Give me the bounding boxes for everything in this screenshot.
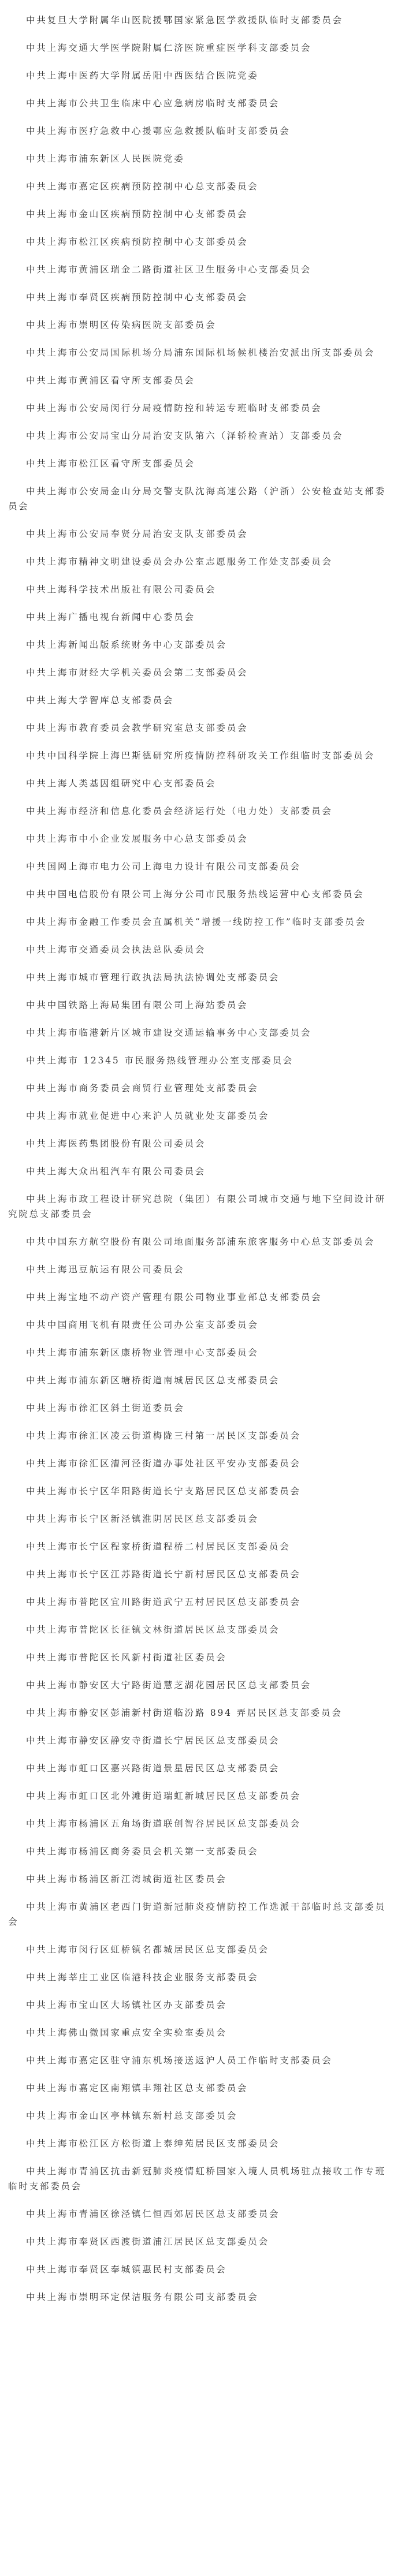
organization-entry: 中共上海佛山微国家重点安全实验室委员会 [26,2028,227,2038]
organization-entry: 中共上海市浦东新区康桥物业管理中心支部委员会 [26,1347,259,1358]
organization-entry: 中共上海市公安局闵行分局疫情防控和转运专班临时支部委员会 [26,403,322,413]
organization-entry: 中共上海市精神文明建设委员会办公室志愿服务工作处支部委员会 [26,557,333,567]
organization-entry: 中共中国商用飞机有限责任公司办公室支部委员会 [26,1320,259,1330]
organization-entry: 中共上海市 12345 市民服务热线管理办公室支部委员会 [26,1055,294,1066]
organization-entry: 中共上海市黄浦区瑞金二路街道社区卫生服务中心支部委员会 [26,264,312,275]
organization-entry: 中共上海市徐汇区凌云街道梅陇三村第一居民区支部委员会 [26,1431,301,1441]
organization-entry: 中共上海市长宁区江苏路街道长宁新村居民区总支部委员会 [26,1569,301,1580]
organization-entry: 中共上海市徐汇区斜土街道委员会 [26,1403,185,1413]
organization-entry: 中共上海市杨浦区新江湾城街道社区委员会 [26,1874,227,1884]
organization-entry: 中共上海大众出租汽车有限公司委员会 [26,1166,206,1177]
organization-entry: 中共上海市长宁区华阳路街道长宁支路居民区总支部委员会 [26,1486,301,1496]
organization-entry: 中共上海市金山区亭林镇东新村总支部委员会 [26,2111,238,2121]
organization-entry: 中共上海市崇明环定保洁服务有限公司支部委员会 [26,2292,259,2302]
organization-entry: 中共上海市金融工作委员会直属机关“增援一线防控工作”临时支部委员会 [26,917,366,927]
organization-entry: 中共上海人类基因组研究中心支部委员会 [26,778,217,789]
organization-entry: 中共上海市公共卫生临床中心应急病房临时支部委员会 [26,98,280,109]
organization-entry: 中共上海迅豆航运有限公司委员会 [26,1264,185,1275]
organization-entry: 中共上海市经济和信息化委员会经济运行处（电力处）支部委员会 [26,806,333,816]
organization-entry: 中共上海市杨浦区五角场街道联创智谷居民区总支部委员会 [26,1819,301,1829]
organization-entry: 中共上海市松江区疾病预防控制中心支部委员会 [26,237,248,247]
organization-entry: 中共上海市普陀区宜川路街道武宁五村居民区总支部委员会 [26,1597,301,1607]
organization-entry: 中共上海市奉贤区西渡街道浦江居民区总支部委员会 [26,2237,269,2247]
organization-entry: 中共上海莘庄工业区临港科技企业服务支部委员会 [26,1972,259,1983]
organization-entry: 中共上海市医疗急救中心援鄂应急救援队临时支部委员会 [26,126,291,136]
organization-entry: 中共中国科学院上海巴斯德研究所疫情防控科研攻关工作组临时支部委员会 [26,751,375,761]
organization-entry: 中共上海科学技术出版社有限公司委员会 [26,584,217,595]
organization-entry: 中共上海市城市管理行政执法局执法协调处支部委员会 [26,972,280,983]
organization-entry: 中共上海市中小企业发展服务中心总支部委员会 [26,834,248,844]
organization-entry: 中共上海市青浦区徐泾镇仁恒西郊居民区总支部委员会 [26,2209,280,2219]
organization-entry: 中共上海市临港新片区城市建设交通运输事务中心支部委员会 [26,1028,312,1038]
organization-entry: 中共中国电信股份有限公司上海分公司市民服务热线运营中心支部委员会 [26,889,365,899]
organization-entry: 中共上海市长宁区新泾镇淮阴居民区总支部委员会 [26,1514,259,1524]
organization-entry: 中共上海市徐汇区漕河泾街道办事处社区平安办支部委员会 [26,1458,301,1469]
organization-entry: 中共上海市静安区彭浦新村街道临汾路 894 弄居民区总支部委员会 [26,1708,343,1718]
organization-entry: 中共上海市公安局宝山分局治安支队第六（泽轿检查站）支部委员会 [26,431,344,441]
organization-entry: 中共上海市教育委员会教学研究室总支部委员会 [26,723,248,733]
organization-entry: 中共上海市商务委员会商贸行业管理处支部委员会 [26,1083,259,1093]
organization-entry: 中共上海市青浦区抗击新冠肺炎疫情虹桥国家入境人员机场驻点接收工作专班临时支部委员会 [8,2166,386,2192]
organization-entry: 中共上海市嘉定区疾病预防控制中心总支部委员会 [26,181,259,192]
organization-entry: 中共上海市公安局金山分局交警支队沈海高速公路（沪浙）公安检查站支部委员会 [8,486,386,512]
organization-entry: 中共上海市奉贤区奉城镇惠民村支部委员会 [26,2264,227,2275]
organization-entry: 中共上海交通大学医学院附属仁济医院重症医学科支部委员会 [26,43,312,53]
organization-entry: 中共上海市长宁区程家桥街道程桥二村居民区支部委员会 [26,1541,291,1552]
organization-entry: 中共上海大学智库总支部委员会 [26,695,174,705]
organization-entry: 中共上海市杨浦区商务委员会机关第一支部委员会 [26,1846,259,1857]
organization-entry: 中共上海市政工程设计研究总院（集团）有限公司城市交通与地下空间设计研究院总支部委员会 [8,1194,386,1219]
organization-entry: 中共上海市奉贤区疾病预防控制中心支部委员会 [26,292,248,303]
organization-entry: 中共中国铁路上海局集团有限公司上海站委员会 [26,1000,248,1010]
organization-entry: 中共上海市黄浦区老西门街道新冠肺炎疫情防控工作选派干部临时总支部委员会 [8,1902,386,1927]
organization-entry: 中共复旦大学附属华山医院援鄂国家紧急医学救援队临时支部委员会 [26,15,344,25]
organization-entry: 中共上海新闻出版系统财务中心支部委员会 [26,640,227,650]
organization-entry: 中共上海市虹口区嘉兴路街道景星居民区总支部委员会 [26,1763,280,1774]
organization-entry: 中共上海市就业促进中心来沪人员就业处支部委员会 [26,1111,269,1121]
organization-entry: 中共上海中医药大学附属岳阳中西医结合医院党委 [26,70,259,81]
organization-entry: 中共上海市浦东新区塘桥街道南城居民区总支部委员会 [26,1375,280,1386]
organization-entry: 中共上海市普陀区长风新村街道社区委员会 [26,1652,227,1663]
organization-entry: 中共上海市闵行区虹桥镇名都城居民区总支部委员会 [26,1944,269,1955]
organization-entry: 中共上海市松江区看守所支部委员会 [26,458,195,469]
organization-entry: 中共上海市公安局国际机场分局浦东国际机场候机楼治安派出所支部委员会 [26,348,375,358]
organization-entry: 中共上海市松江区方松街道上泰绅苑居民区支部委员会 [26,2138,280,2149]
organization-entry: 中共上海市交通委员会执法总队委员会 [26,944,206,955]
organization-entry: 中共上海市静安区静安寺街道长宁居民区总支部委员会 [26,1735,280,1746]
organization-entry: 中共上海市嘉定区南翔镇丰翔社区总支部委员会 [26,2083,248,2093]
organization-entry: 中共中国东方航空股份有限公司地面服务部浦东旅客服务中心总支部委员会 [26,1237,375,1247]
organization-entry: 中共上海市崇明区传染病医院支部委员会 [26,320,217,330]
organization-entry: 中共上海广播电视台新闻中心委员会 [26,612,195,622]
organization-entry: 中共上海市普陀区长征镇文林街道居民区总支部委员会 [26,1625,280,1635]
organization-entry: 中共上海市虹口区北外滩街道瑞虹新城居民区总支部委员会 [26,1791,301,1801]
organization-entry: 中共上海宝地不动产资产管理有限公司物业事业部总支部委员会 [26,1292,322,1302]
organization-entry: 中共国网上海市电力公司上海电力设计有限公司支部委员会 [26,861,301,872]
organization-entry: 中共上海市宝山区大场镇社区办支部委员会 [26,2000,227,2010]
organization-entry: 中共上海市黄浦区看守所支部委员会 [26,375,195,386]
organization-entry: 中共上海市财经大学机关委员会第二支部委员会 [26,667,248,678]
organization-entry: 中共上海市浦东新区人民医院党委 [26,154,185,164]
organization-entry: 中共上海市金山区疾病预防控制中心支部委员会 [26,209,248,219]
organization-entry: 中共上海医药集团股份有限公司委员会 [26,1138,206,1149]
organization-entry: 中共上海市静安区大宁路街道慧芝湖花园居民区总支部委员会 [26,1680,312,1690]
organization-entry: 中共上海市公安局奉贤分局治安支队支部委员会 [26,529,248,539]
organization-entry: 中共上海市嘉定区驻守浦东机场接送返沪人员工作临时支部委员会 [26,2055,333,2066]
